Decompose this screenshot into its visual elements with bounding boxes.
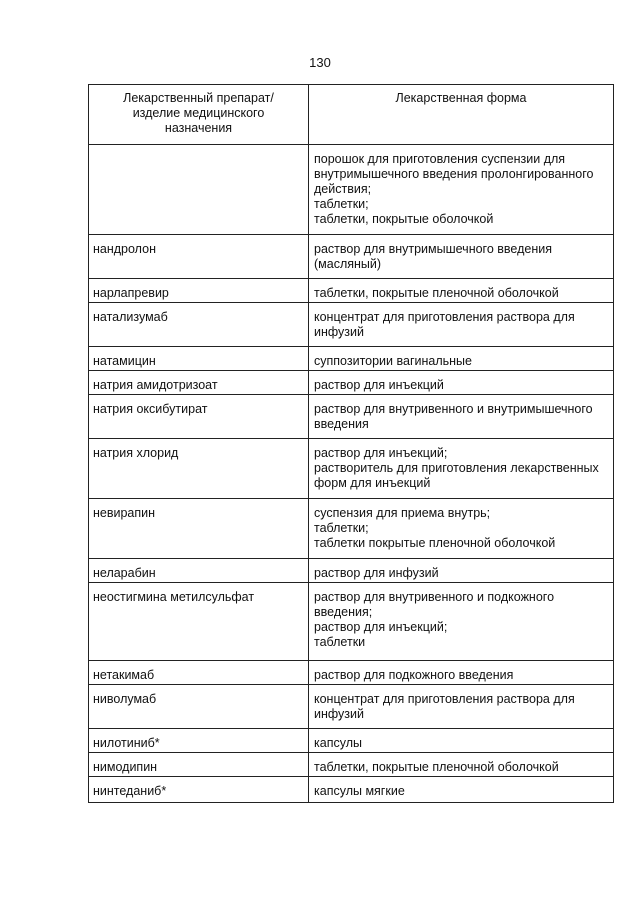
- column-header-drug-label: Лекарственный препарат/ изделие медицинского назначения: [123, 91, 274, 135]
- dosage-form-cell: [309, 371, 614, 395]
- dosage-form-cell: [309, 395, 614, 439]
- drug-name-cell: натрия хлорид: [89, 439, 309, 499]
- table-row: [89, 347, 614, 371]
- table-row: [89, 499, 614, 559]
- table-row: [89, 439, 614, 499]
- drug-name-cell: натализумаб: [89, 303, 309, 347]
- dosage-form-line: раствор для инъекций;: [314, 446, 448, 460]
- dosage-form-line: капсулы: [314, 736, 362, 750]
- dosage-form-cell: [309, 347, 614, 371]
- dosage-form-line: раствор для инфузий: [314, 566, 439, 580]
- table-row: [89, 729, 614, 753]
- page-number: 130: [309, 55, 331, 70]
- drug-name-cell: нарлапревир: [89, 279, 309, 303]
- drug-name-cell: невирапин: [89, 499, 309, 559]
- table-row: [89, 371, 614, 395]
- drug-name-cell: неостигмина метилсульфат: [89, 583, 309, 661]
- column-header-form: [309, 85, 614, 145]
- dosage-form-line: таблетки, покрытые оболочкой: [314, 212, 494, 226]
- dosage-form-line: раствор для инъекций;: [314, 620, 448, 634]
- dosage-form-cell: [309, 729, 614, 753]
- drug-name-cell: натрия оксибутират: [89, 395, 309, 439]
- dosage-form-line: таблетки;: [314, 521, 369, 535]
- dosage-form-cell: [309, 145, 614, 235]
- dosage-form-cell: [309, 685, 614, 729]
- dosage-form-line: раствор для внутривенного и подкожного введения;: [314, 590, 555, 619]
- dosage-form-cell: [309, 753, 614, 777]
- dosage-form-line: таблетки: [314, 635, 366, 649]
- drug-name-cell: нандролон: [89, 235, 309, 279]
- dosage-form-line: концентрат для приготовления раствора для инфузий: [314, 310, 575, 339]
- drug-name-cell: [89, 145, 309, 235]
- dosage-form-line: концентрат для приготовления раствора для инфузий: [314, 692, 575, 721]
- dosage-form-line: суппозитории вагинальные: [314, 354, 472, 368]
- table-row: [89, 559, 614, 583]
- dosage-form-line: таблетки;: [314, 197, 369, 211]
- dosage-form-cell: [309, 777, 614, 803]
- dosage-form-cell: [309, 303, 614, 347]
- drug-name-cell: нетакимаб: [89, 661, 309, 685]
- dosage-form-line: раствор для инъекций: [314, 378, 444, 392]
- drug-name-cell: натамицин: [89, 347, 309, 371]
- column-header-form-label: Лекарственная форма: [395, 91, 527, 105]
- dosage-form-cell: [309, 235, 614, 279]
- dosage-form-line: капсулы мягкие: [314, 784, 405, 798]
- dosage-form-line: таблетки, покрытые пленочной оболочкой: [314, 286, 559, 300]
- table-header-row: [89, 85, 614, 145]
- table-row: [89, 777, 614, 803]
- dosage-form-line: суспензия для приема внутрь;: [314, 506, 491, 520]
- table-row: [89, 145, 614, 235]
- drug-name-cell: натрия амидотризоат: [89, 371, 309, 395]
- dosage-form-cell: [309, 559, 614, 583]
- drug-name-cell: нинтеданиб*: [89, 777, 309, 803]
- dosage-form-line: таблетки, покрытые пленочной оболочкой: [314, 760, 559, 774]
- drug-name-cell: нимодипин: [89, 753, 309, 777]
- column-header-drug: [89, 85, 309, 145]
- table-row: [89, 395, 614, 439]
- dosage-form-line: раствор для внутривенного и внутримышечного введения: [314, 402, 593, 431]
- table-row: [89, 685, 614, 729]
- table-row: [89, 661, 614, 685]
- table-row: [89, 279, 614, 303]
- dosage-form-cell: [309, 279, 614, 303]
- drug-name-cell: нилотиниб*: [89, 729, 309, 753]
- drug-table: [88, 84, 614, 803]
- table-row: [89, 303, 614, 347]
- drug-name-cell: ниволумаб: [89, 685, 309, 729]
- dosage-form-cell: [309, 661, 614, 685]
- dosage-form-line: раствор для подкожного введения: [314, 668, 514, 682]
- drug-name-cell: неларабин: [89, 559, 309, 583]
- dosage-form-line: растворитель для приготовления лекарственных форм для инъекций: [314, 461, 599, 490]
- dosage-form-line: таблетки покрытые пленочной оболочкой: [314, 536, 556, 550]
- dosage-form-cell: [309, 583, 614, 661]
- dosage-form-line: порошок для приготовления суспензии для внутримышечного введения пролонгированного действия;: [314, 152, 594, 196]
- dosage-form-line: раствор для внутримышечного введения (масляный): [314, 242, 552, 271]
- table-row: [89, 583, 614, 661]
- table-row: [89, 753, 614, 777]
- table-row: [89, 235, 614, 279]
- dosage-form-cell: [309, 439, 614, 499]
- dosage-form-cell: [309, 499, 614, 559]
